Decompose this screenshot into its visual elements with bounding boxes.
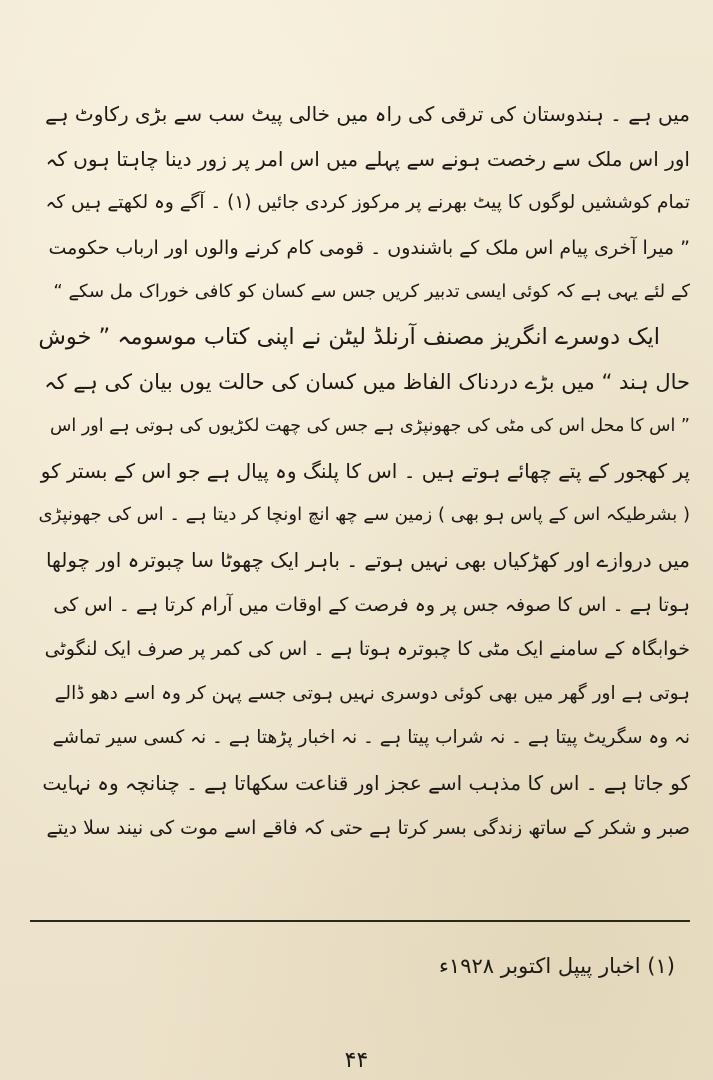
text-line: حال ہند “ میں بڑے دردناک الفاظ میں کسان کی حالت یوں بیان کی ہے کہ (44, 369, 690, 394)
text-line: پر کھجور کے پتے چھائے ہوتے ہیں ۔ اس کا پلنگ وہ پیال ہے جو اس کے بستر کو (40, 458, 690, 483)
text-line: ہوتی ہے اور گھر میں بھی کوئی دوسری نہیں ہوتی جسے پہن کر وہ اسے دھو ڈالے (54, 682, 690, 704)
text-line: ” اس کا محل اس کی مٹی کی جھونپڑی ہے جس کی چھت لکڑیوں کی ہوتی ہے اور اس (50, 416, 690, 437)
text-line: ( بشرطیکہ اس کے پاس ہو بھی ) زمین سے چھ انچ اونچا کر دیتا ہے ۔ اس کی جھونپڑی (38, 504, 690, 526)
footnote: (۱) اخبار پیپل اکتوبر ۱۹۲۸ء (439, 954, 675, 978)
text-line: خوابگاہ کے سامنے ایک مٹی کا چبوترہ ہوتا ہے ۔ اس کی کمر پر صرف ایک لنگوٹی (44, 638, 690, 661)
text-line: کے لئے یہی ہے کہ کوئی ایسی تدبیر کریں جس سے کسان کو کافی خوراک مل سکے “ (53, 281, 690, 303)
text-line: ” میرا آخری پیام اس ملک کے باشندوں ۔ قومی کام کرنے والوں اور ارباب حکومت (48, 236, 690, 259)
page-number: ۴۴ (344, 1048, 369, 1073)
text-line: اور اس ملک سے رخصت ہونے سے پہلے میں اس امر پر زور دینا چاہتا ہوں کہ (45, 146, 690, 171)
footnote-divider (30, 920, 690, 922)
text-line: تمام کوششیں لوگوں کا پیٹ بھرنے پر مرکوز کردی جائیں (۱) ۔ آگے وہ لکھتے ہیں کہ (45, 192, 690, 214)
text-line: کو جاتا ہے ۔ اس کا مذہب اسے عجز اور قناعت سکھاتا ہے ۔ چنانچہ وہ نہایت (42, 770, 690, 795)
text-line: صبر و شکر کے ساتھ زندگی بسر کرتا ہے حتی کہ فاقے اسے موت کی نیند سلا دیتے (46, 816, 690, 839)
text-line: ہوتا ہے ۔ اس کا صوفہ جس پر وہ فرصت کے اوقات میں آرام کرتا ہے ۔ اس کی (53, 593, 690, 616)
text-line: میں ہے ۔ ہندوستان کی ترقی کی راہ میں خالی پیٹ سب سے بڑی رکاوٹ ہے (45, 102, 690, 126)
text-line: میں دروازے اور کھڑکیاں بھی نہیں ہوتے ۔ باہر ایک چھوٹا سا چبوترہ اور چولھا (45, 547, 690, 572)
text-line: نہ وہ سگریٹ پیتا ہے ۔ نہ شراب پیتا ہے ۔ نہ اخبار پڑھتا ہے ۔ نہ کسی سیر تماشے (52, 727, 690, 749)
text-line: ایک دوسرے انگریز مصنف آرنلڈ لیٹن نے اپنی کتاب موسومہ ” خوش (38, 323, 660, 350)
body-text (38, 92, 690, 850)
